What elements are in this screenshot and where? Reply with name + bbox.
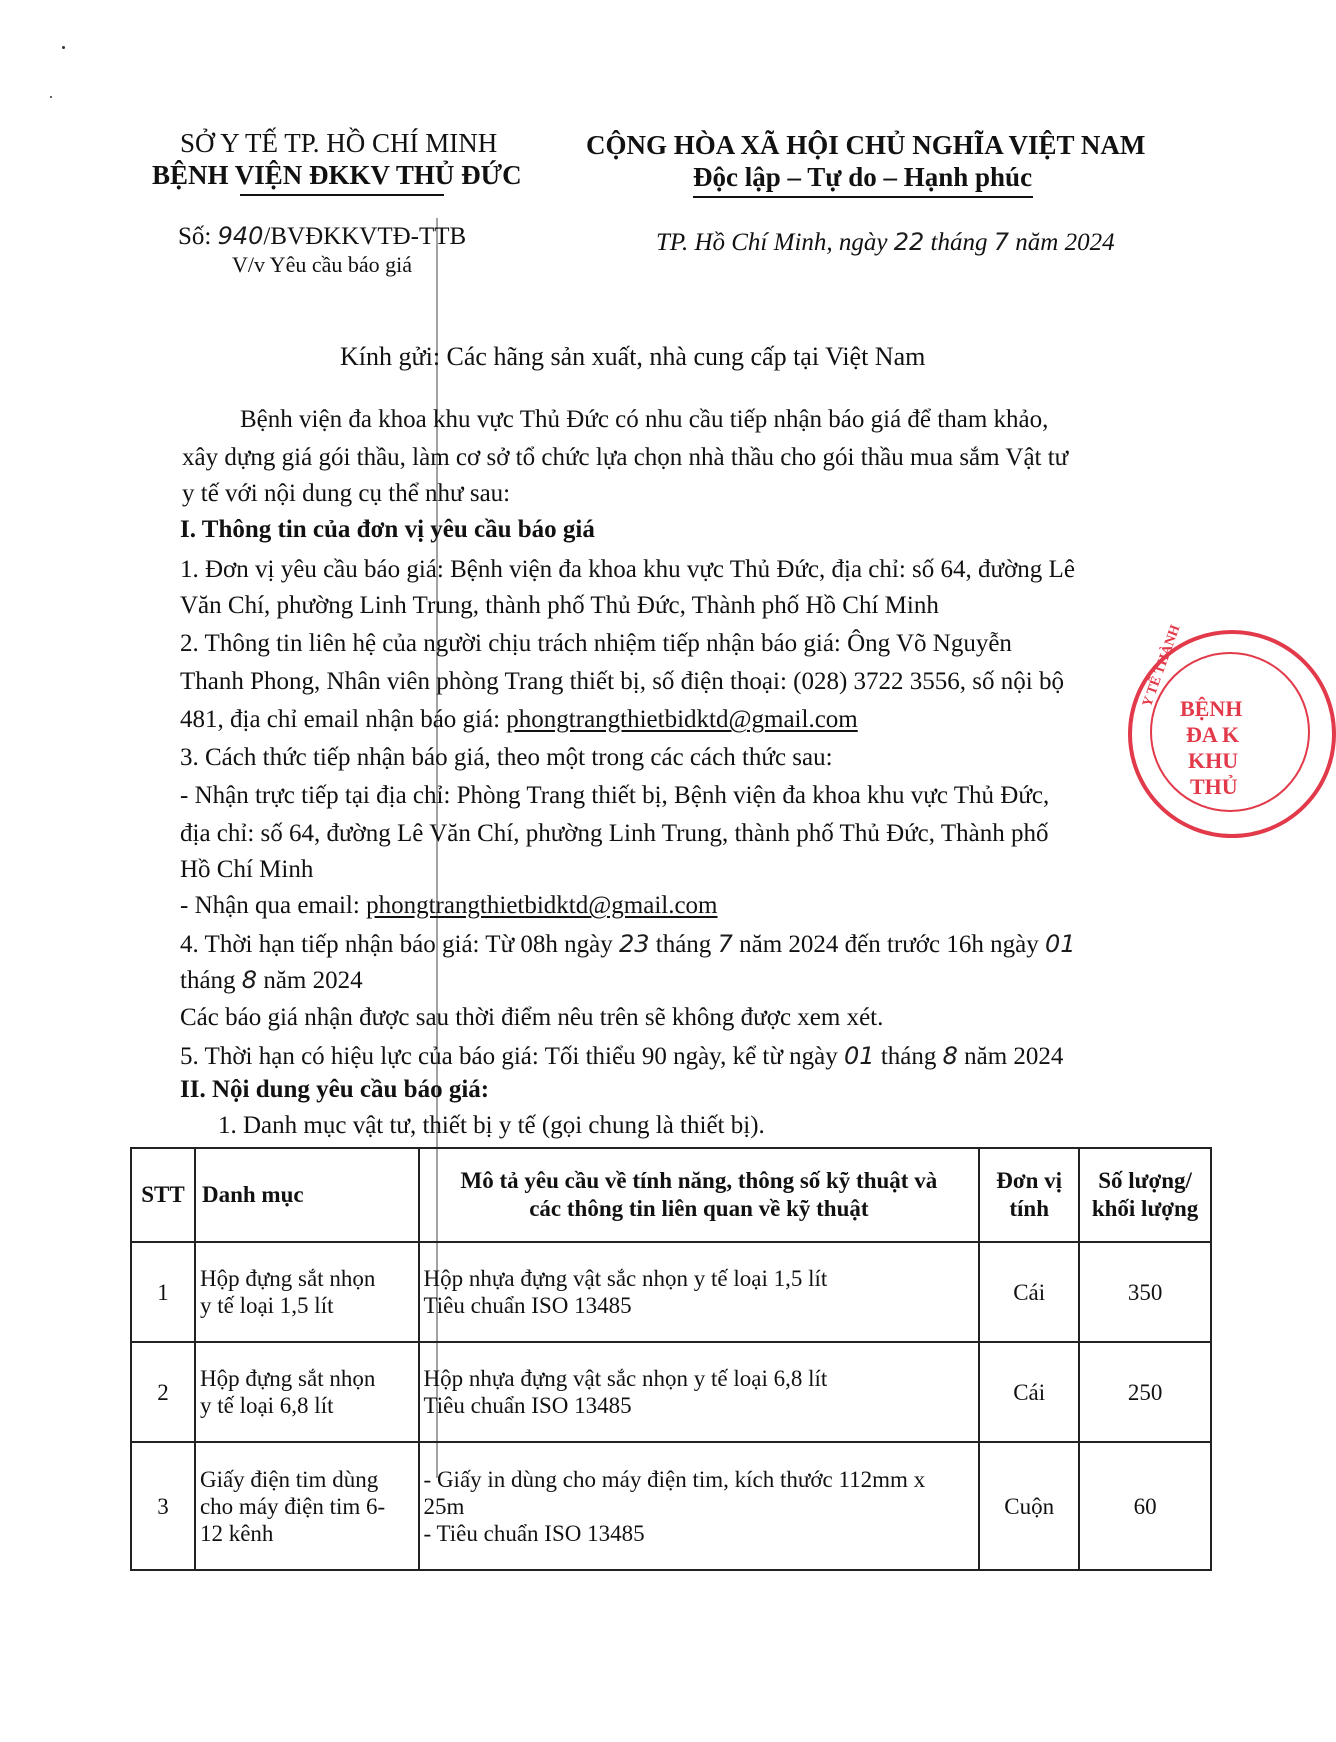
item-3-direct-line-2: địa chỉ: số 64, đường Lê Văn Chí, phường Linh Trung, thành phố Thủ Đức, Thành phố — [180, 820, 1049, 847]
country-name: CỘNG HÒA XÃ HỘI CHỦ NGHĨA VIỆT NAM — [586, 130, 1146, 160]
row-description-line: - Giấy in dùng cho máy điện tim, kích thước 112mm x — [423, 1466, 926, 1492]
row-description-line: Hộp nhựa đựng vật sắc nhọn y tế loại 1,5 lít — [423, 1266, 828, 1291]
row-name-line: y tế loại 6,8 lít — [199, 1393, 334, 1418]
item-5-day-handwritten: 01 — [844, 1042, 875, 1070]
item-5-line — [180, 1042, 1063, 1071]
header-description-line-1: Mô tả yêu cầu về tính năng, thông số kỹ thuật và — [460, 1168, 938, 1193]
item-4-line-2 — [180, 966, 363, 995]
scan-speck — [62, 46, 65, 49]
item-3-direct-line-3: Hồ Chí Minh — [180, 856, 314, 883]
header-quantity-line-2: khối lượng — [1091, 1196, 1199, 1221]
submission-email-link[interactable]: phongtrangthietbidktd@gmail.com — [366, 892, 718, 919]
header-unit — [979, 1148, 1079, 1242]
stamp-ring-text: Y TẾ THÀNH — [1140, 623, 1184, 710]
section-1-title: I. Thông tin của đơn vị yêu cầu báo giá — [180, 516, 595, 543]
email-label: 481, địa chỉ email nhận báo giá: — [180, 706, 507, 733]
addressee-line: Kính gửi: Các hãng sản xuất, nhà cung cấp tại Việt Nam — [340, 342, 926, 371]
row-stt: 1 — [131, 1242, 195, 1342]
row-quantity: 350 — [1079, 1242, 1211, 1342]
row-name-line: cho máy điện tim 6- — [199, 1493, 386, 1519]
row-description — [419, 1242, 980, 1342]
row-unit: Cái — [979, 1242, 1079, 1342]
row-description-line: Tiêu chuẩn ISO 13485 — [423, 1293, 632, 1318]
item-3-direct-line-1: - Nhận trực tiếp tại địa chỉ: Phòng Trang thiết bị, Bệnh viện đa khoa khu vực Thủ Đức, — [180, 782, 1050, 809]
hospital-name-underline — [240, 194, 444, 196]
number-suffix: /BVĐKKVTĐ-TTB — [263, 223, 467, 250]
row-name-line: 12 kênh — [199, 1520, 274, 1546]
header-unit-line-1: Đơn vị — [996, 1168, 1063, 1193]
row-name — [195, 1242, 419, 1342]
table-row — [131, 1442, 1211, 1570]
item-4-day-1-handwritten: 23 — [618, 930, 650, 958]
stamp-line-3: KHU — [1188, 748, 1239, 773]
stamp-line-1: BỆNH — [1180, 696, 1243, 721]
item-4-month-1-handwritten: 7 — [717, 930, 733, 958]
national-motto: Độc lập – Tự do – Hạnh phúc — [693, 162, 1033, 192]
row-name — [195, 1342, 419, 1442]
row-description-line: Tiêu chuẩn ISO 13485 — [423, 1393, 632, 1418]
item-4-text-d: tháng — [180, 967, 242, 994]
document-date — [656, 228, 1115, 257]
date-day-handwritten: 22 — [893, 228, 925, 256]
row-name-line: Giấy điện tim dùng — [199, 1466, 379, 1492]
header-quantity-line-1: Số lượng/ — [1098, 1168, 1192, 1193]
date-month-handwritten: 7 — [993, 228, 1010, 256]
date-suffix: năm 2024 — [1009, 229, 1115, 256]
header-stt: STT — [131, 1148, 195, 1242]
equipment-list-title: 1. Danh mục vật tư, thiết bị y tế (gọi chung là thiết bị). — [218, 1112, 765, 1139]
header-description-line-2: các thông tin liên quan về kỹ thuật — [529, 1196, 869, 1221]
equipment-table — [130, 1147, 1212, 1571]
stamp-line-2: ĐA K — [1186, 722, 1240, 747]
item-2-line-2: Thanh Phong, Nhân viên phòng Trang thiết bị, số điện thoại: (028) 3722 3556, số nội bộ — [180, 668, 1064, 695]
item-2-line-3 — [180, 706, 858, 734]
table-row — [131, 1342, 1211, 1442]
row-stt: 3 — [131, 1442, 195, 1570]
item-1-line-2: Văn Chí, phường Linh Trung, thành phố Thủ Đức, Thành phố Hồ Chí Minh — [180, 592, 939, 619]
row-description — [419, 1342, 980, 1442]
row-quantity: 250 — [1079, 1342, 1211, 1442]
email-method-label: - Nhận qua email: — [180, 892, 367, 919]
row-description-line: 25m — [423, 1493, 465, 1519]
row-unit: Cuộn — [979, 1442, 1079, 1570]
header-unit-line-2: tính — [1009, 1196, 1049, 1221]
ministry-name: SỞ Y TẾ TP. HỒ CHÍ MINH — [180, 128, 498, 158]
item-4-text-b: tháng — [649, 931, 718, 958]
row-description-line: Hộp nhựa đựng vật sắc nhọn y tế loại 6,8 lít — [423, 1366, 828, 1391]
item-5-text-a: 5. Thời hạn có hiệu lực của báo giá: Tối thiểu 90 ngày, kể từ ngày — [180, 1043, 845, 1070]
document-subject: V/v Yêu cầu báo giá — [232, 252, 413, 277]
item-4-text-e: năm 2024 — [257, 967, 363, 994]
header-quantity — [1079, 1148, 1211, 1242]
stamp-inner-ring — [1150, 652, 1310, 812]
contact-email-link[interactable]: phongtrangthietbidktd@gmail.com — [506, 706, 858, 733]
date-prefix: TP. Hồ Chí Minh, ngày — [656, 229, 894, 256]
table-header-row — [131, 1148, 1211, 1242]
motto-underline — [693, 196, 1033, 198]
row-unit: Cái — [979, 1342, 1079, 1442]
item-3-email-line — [180, 892, 718, 920]
late-quote-note: Các báo giá nhận được sau thời điểm nêu trên sẽ không được xem xét. — [180, 1004, 884, 1031]
item-4-line-1 — [180, 930, 1076, 959]
item-2-line-1: 2. Thông tin liên hệ của người chịu trách nhiệm tiếp nhận báo giá: Ông Võ Nguyễn — [180, 630, 1012, 657]
stamp-line-4: THỦ — [1190, 774, 1238, 799]
row-stt: 2 — [131, 1342, 195, 1442]
row-description-line: - Tiêu chuẩn ISO 13485 — [423, 1520, 645, 1546]
intro-line-2: xây dựng giá gói thầu, làm cơ sở tổ chức lựa chọn nhà thầu cho gói thầu mua sắm Vật tư — [182, 444, 1069, 471]
item-1-line-1: 1. Đơn vị yêu cầu báo giá: Bệnh viện đa khoa khu vực Thủ Đức, địa chỉ: số 64, đường Lê — [180, 556, 1075, 583]
item-4-text-a: 4. Thời hạn tiếp nhận báo giá: Từ 08h ngày — [180, 931, 619, 958]
row-name-line: Hộp đựng sắt nhọn — [199, 1266, 376, 1291]
section-2-title: II. Nội dung yêu cầu báo giá: — [180, 1076, 490, 1103]
date-mid: tháng — [924, 229, 994, 256]
row-quantity: 60 — [1079, 1442, 1211, 1570]
row-name-line: Hộp đựng sắt nhọn — [199, 1366, 376, 1391]
number-prefix: Số: — [178, 223, 218, 250]
hospital-name: BỆNH VIỆN ĐKKV THỦ ĐỨC — [152, 160, 522, 190]
hospital-seal-stamp — [1128, 623, 1336, 838]
item-4-day-2-handwritten: 01 — [1044, 930, 1076, 958]
scan-speck — [50, 96, 52, 98]
intro-line-1: Bệnh viện đa khoa khu vực Thủ Đức có nhu cầu tiếp nhận báo giá để tham khảo, — [240, 406, 1049, 433]
item-3-line: 3. Cách thức tiếp nhận báo giá, theo một trong các cách thức sau: — [180, 744, 833, 771]
header-name: Danh mục — [195, 1148, 419, 1242]
item-5-month-handwritten: 8 — [942, 1042, 958, 1070]
row-description — [419, 1442, 980, 1570]
row-name-line: y tế loại 1,5 lít — [199, 1293, 334, 1318]
item-5-text-c: năm 2024 — [957, 1043, 1064, 1070]
number-handwritten: 940 — [217, 222, 264, 250]
table-row — [131, 1242, 1211, 1342]
item-4-text-c: năm 2024 đến trước 16h ngày — [732, 931, 1045, 958]
item-4-month-2-handwritten: 8 — [241, 966, 258, 994]
item-5-text-b: tháng — [874, 1043, 943, 1070]
document-number — [178, 222, 466, 251]
row-name — [195, 1442, 419, 1570]
header-description — [419, 1148, 980, 1242]
intro-line-3: y tế với nội dung cụ thể như sau: — [182, 480, 511, 507]
